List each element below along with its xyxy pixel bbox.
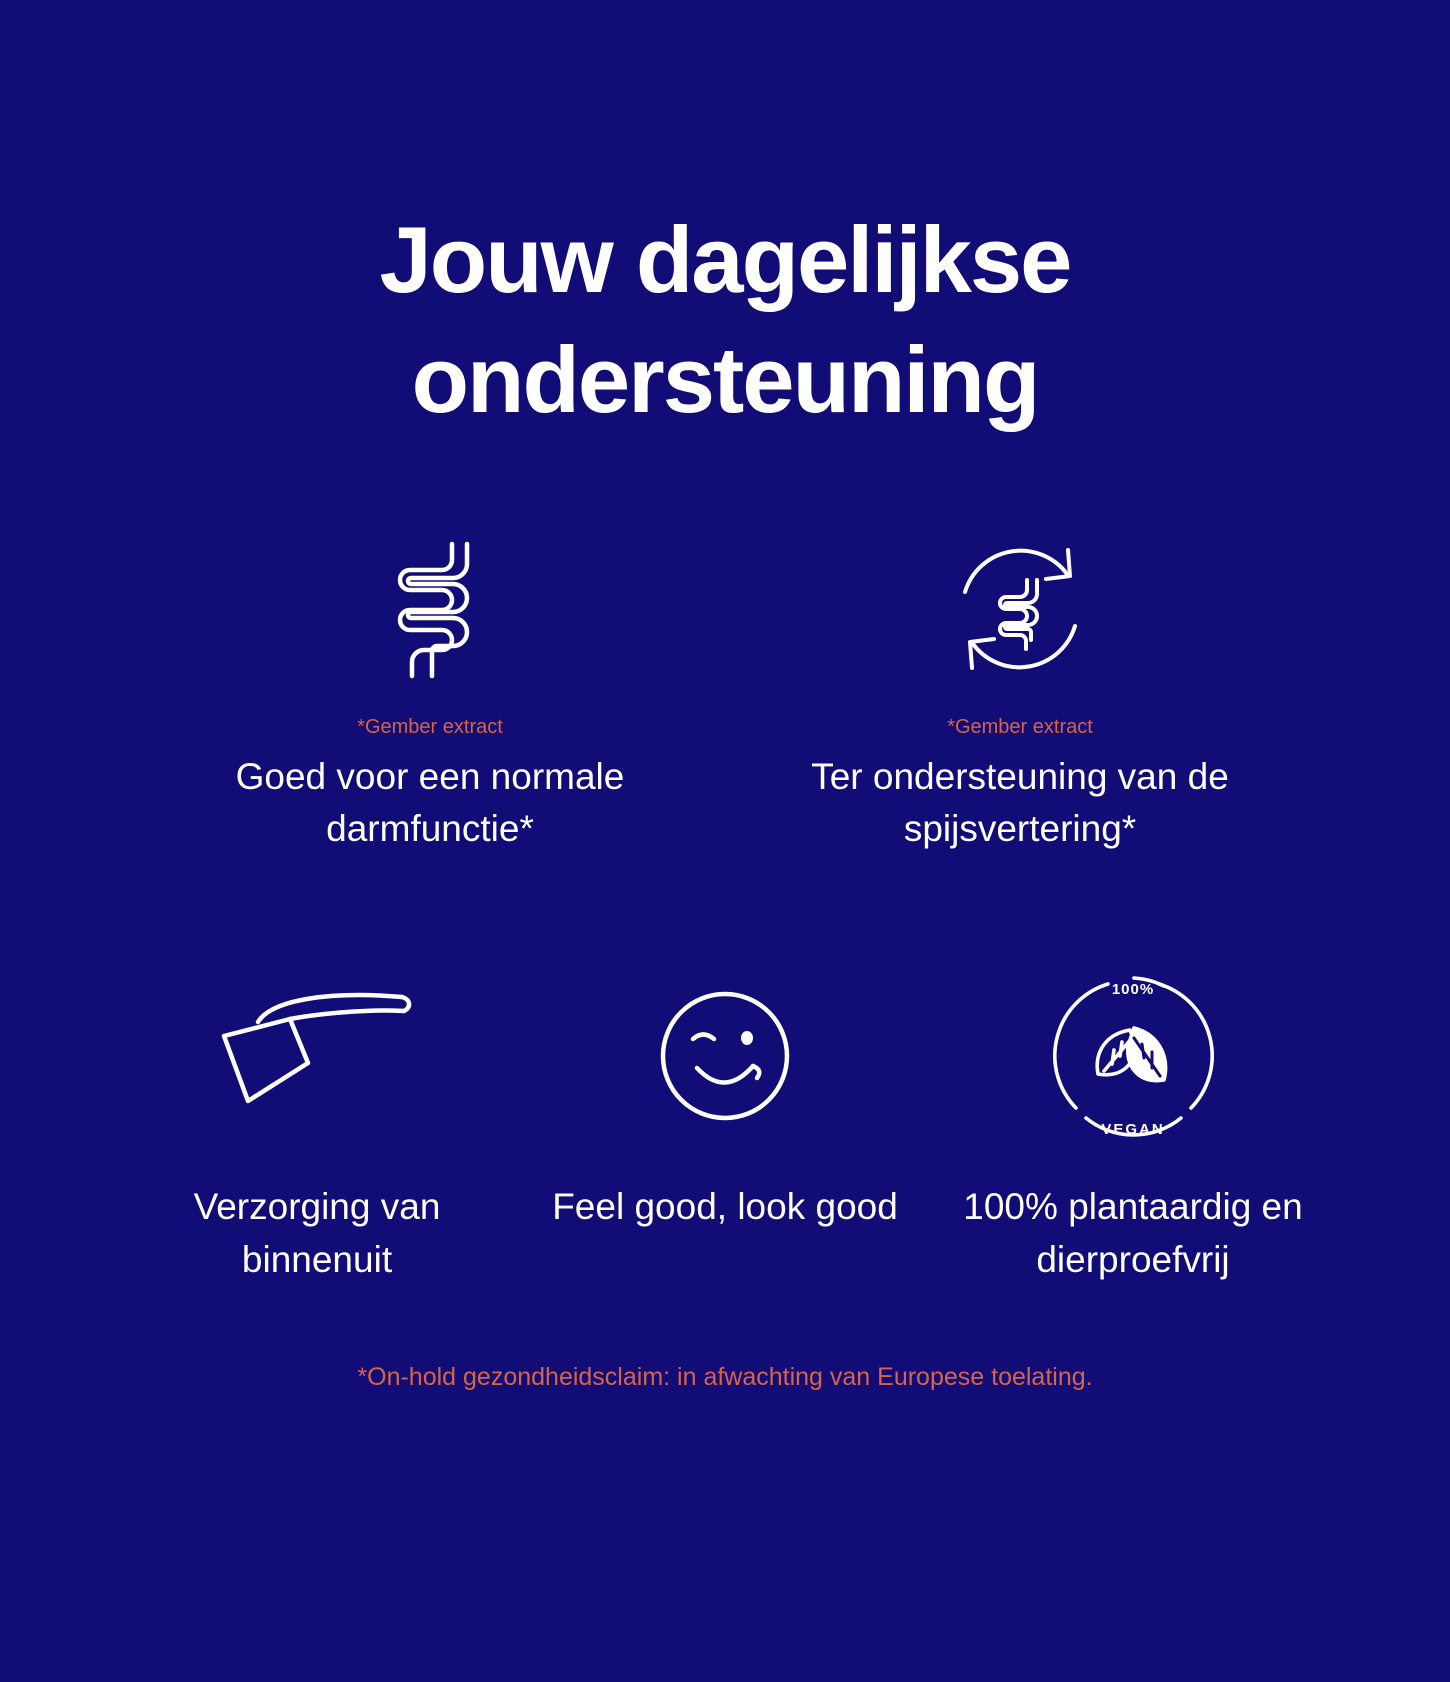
scoop-icon [212, 966, 422, 1146]
feature-item-intestine [195, 529, 665, 856]
feature-row-bottom [0, 966, 1450, 1287]
feature-item-feelgood [545, 966, 905, 1234]
feature-item-vegan [953, 966, 1313, 1287]
intestine-icon [355, 529, 505, 689]
feature-caption: Goed voor een normale darmfunctie* [235, 755, 625, 850]
feature-note: *Gember extract [357, 715, 503, 738]
digestion-cycle-icon [945, 529, 1095, 689]
feature-caption: Ter ondersteuning van de spijsvertering* [811, 755, 1229, 850]
vegan-badge-bottom-label: VEGAN [1100, 1121, 1165, 1139]
winking-smiley-icon [655, 966, 795, 1146]
feature-caption: Feel good, look good [552, 1185, 898, 1227]
disclaimer-text: *On-hold gezondheidsclaim: in afwachting van Europese toelating. [357, 1362, 1093, 1391]
feature-caption: 100% plantaardig en dierproefvrij [963, 1185, 1303, 1281]
vegan-badge-top-label: 100% [1111, 981, 1154, 999]
feature-note: *Gember extract [947, 715, 1093, 738]
feature-item-digestion [785, 529, 1255, 856]
page-title: Jouw dagelijkse ondersteuning [379, 207, 1071, 433]
vegan-badge-icon [1046, 966, 1221, 1146]
feature-caption: Verzorging van binnenuit [193, 1185, 441, 1281]
feature-item-scoop [137, 966, 497, 1287]
feature-row-top [0, 529, 1450, 856]
